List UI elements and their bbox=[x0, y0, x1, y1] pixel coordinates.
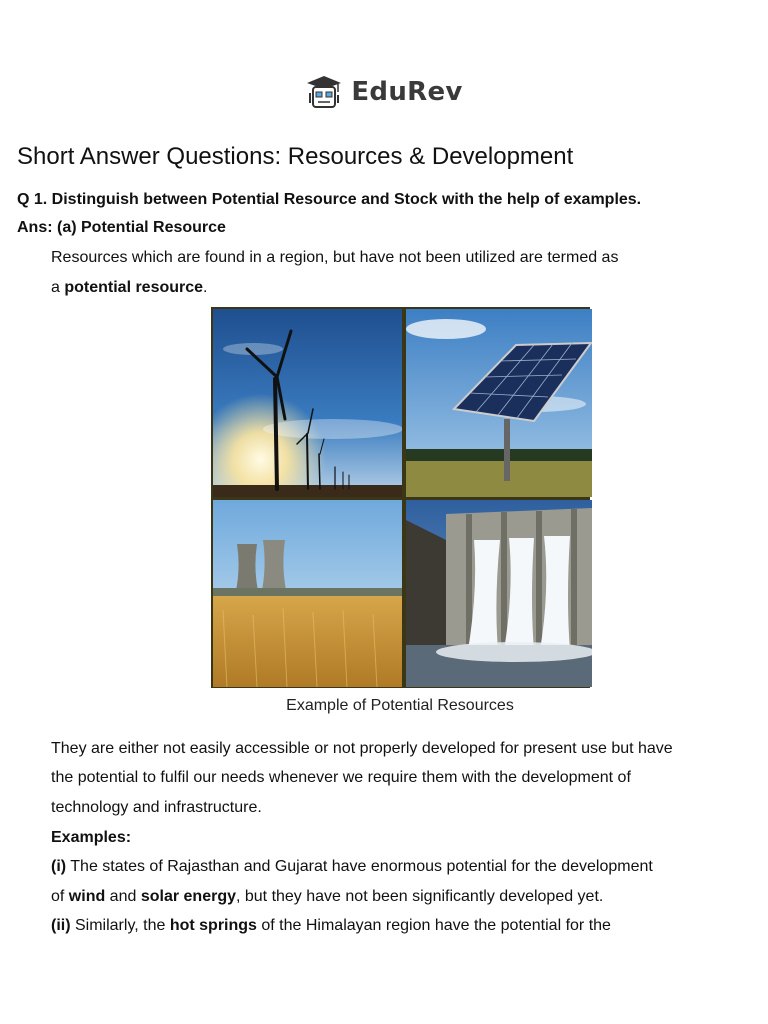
cooling-towers-field-image bbox=[213, 500, 402, 687]
paragraph-line-3: technology and infrastructure. bbox=[51, 799, 262, 816]
question-text: Q 1. Distinguish between Potential Resource and Stock with the help of examples. bbox=[17, 191, 642, 208]
wind-term: wind bbox=[68, 888, 106, 905]
paragraph-line-1: They are either not easily accessible or not properly developed for present use but have bbox=[51, 740, 673, 757]
answer-heading: Ans: (a) Potential Resource bbox=[17, 219, 226, 236]
solar-energy-term: solar energy bbox=[140, 888, 236, 905]
brand-name: EduRev bbox=[351, 77, 463, 107]
potential-resource-term: potential resource bbox=[64, 279, 204, 296]
potential-resources-figure bbox=[211, 307, 590, 688]
wind-turbines-image bbox=[213, 309, 402, 497]
definition-line-1: Resources which are found in a region, but have not been utilized are termed as bbox=[51, 249, 619, 266]
examples-heading: Examples: bbox=[51, 829, 132, 846]
example-i-line-2: of wind and solar energy, but they have not been significantly developed yet. bbox=[51, 888, 604, 905]
page-title: Short Answer Questions: Resources & Development bbox=[17, 143, 574, 170]
example-i-line-1: (i) The states of Rajasthan and Gujarat have enormous potential for the development bbox=[51, 858, 653, 875]
brand-logo[interactable] bbox=[0, 72, 768, 112]
example-ii-label: (ii) bbox=[51, 917, 71, 934]
graduate-robot-logo-icon bbox=[305, 73, 343, 111]
example-ii-line-1: (ii) Similarly, the hot springs of the Himalayan region have the potential for the bbox=[51, 917, 611, 934]
paragraph-line-2: the potential to fulfil our needs whenever we require them with the development of bbox=[51, 769, 631, 786]
solar-panel-image bbox=[406, 309, 592, 497]
definition-line-2: a potential resource. bbox=[51, 279, 208, 296]
example-i-label: (i) bbox=[51, 858, 67, 875]
figure-caption: Example of Potential Resources bbox=[286, 697, 514, 714]
hydro-dam-image bbox=[406, 500, 592, 687]
hot-springs-term: hot springs bbox=[169, 917, 257, 934]
